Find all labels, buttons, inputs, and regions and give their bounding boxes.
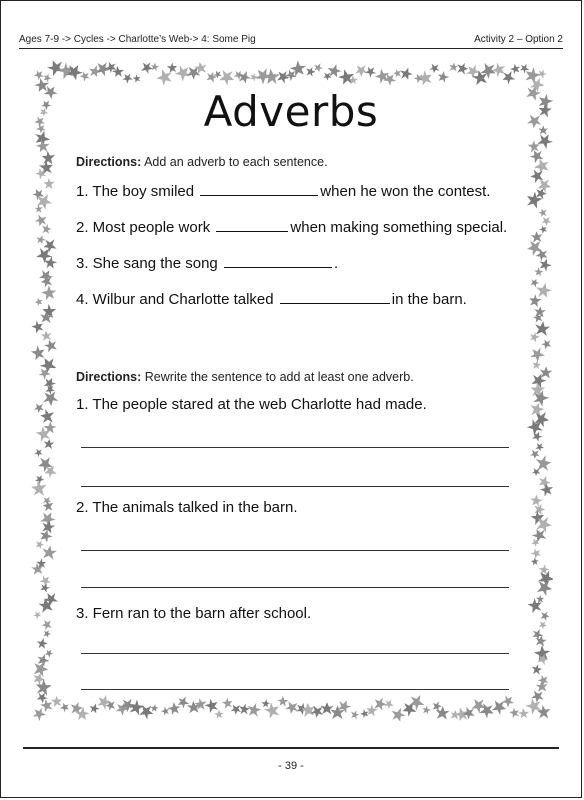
answer-blank[interactable] <box>216 217 288 232</box>
leaf-ornament <box>121 71 134 84</box>
leaf-ornament <box>166 61 179 74</box>
answer-blank[interactable] <box>280 289 390 304</box>
leaf-ornament <box>40 330 52 341</box>
leaf-ornament <box>531 430 544 443</box>
leaf-ornament <box>239 703 251 716</box>
leaf-ornament <box>34 403 45 413</box>
leaf-ornament <box>247 702 261 717</box>
leaf-ornament <box>527 345 546 364</box>
leaf-ornament <box>43 338 58 353</box>
leaf-ornament <box>38 354 59 374</box>
leaf-ornament <box>532 360 542 370</box>
leaf-ornament <box>535 442 545 452</box>
leaf-ornament <box>374 697 386 710</box>
writing-line[interactable] <box>81 689 509 690</box>
leaf-ornament <box>160 706 171 717</box>
leaf-ornament <box>285 701 300 715</box>
leaf-ornament <box>277 70 291 84</box>
leaf-ornament <box>536 68 547 79</box>
leaf-ornament <box>538 208 546 217</box>
leaf-ornament <box>42 224 52 235</box>
leaf-ornament <box>393 69 401 78</box>
fill-sentence <box>76 217 507 236</box>
leaf-ornament <box>306 67 315 77</box>
leaf-ornament <box>132 73 142 84</box>
leaf-ornament <box>323 72 332 80</box>
leaf-ornament <box>218 68 237 87</box>
leaf-ornament <box>34 214 48 228</box>
leaf-ornament <box>34 448 44 459</box>
sentence-end: . <box>333 255 339 272</box>
directions-part1 <box>76 155 328 169</box>
breadcrumb: Ages 7-9 -> Cycles -> Charlotte’s Web-> 4: Some Pig <box>19 34 256 45</box>
fill-sentence <box>76 289 467 308</box>
leaf-ornament <box>33 473 45 485</box>
leaf-ornament <box>538 224 549 235</box>
leaf-ornament <box>449 62 459 72</box>
leaf-ornament <box>213 69 223 79</box>
answer-blank[interactable] <box>224 253 332 268</box>
fill-sentence <box>76 253 338 272</box>
leaf-ornament <box>529 277 540 288</box>
leaf-ornament <box>534 504 545 516</box>
leaf-ornament <box>40 284 60 303</box>
page-number: - 39 - <box>278 760 304 772</box>
leaf-ornament <box>538 620 548 630</box>
leaf-ornament <box>59 702 71 714</box>
leaf-ornament <box>155 67 175 88</box>
leaf-ornament <box>399 67 415 82</box>
leaf-ornament <box>540 338 553 350</box>
leaf-ornament <box>534 282 553 301</box>
writing-line[interactable] <box>81 587 509 588</box>
rewrite-sentence: 1. The people stared at the web Charlotte had made. <box>76 396 427 413</box>
leaf-ornament <box>457 63 468 75</box>
leaf-ornament <box>141 61 154 75</box>
leaf-ornament <box>500 693 516 709</box>
leaf-ornament <box>79 69 92 82</box>
leaf-ornament <box>435 70 450 85</box>
leaf-ornament <box>39 408 54 424</box>
leaf-ornament <box>41 619 52 630</box>
directions-text: Rewrite the sentence to add at least one adverb. <box>144 370 414 384</box>
leaf-ornament <box>34 297 44 308</box>
leaf-ornament <box>541 217 551 226</box>
directions-part2 <box>76 370 414 384</box>
leaf-ornament <box>490 61 508 79</box>
leaf-ornament <box>40 150 56 167</box>
directions-label: Directions: <box>76 370 142 384</box>
leaf-ornament <box>34 661 49 677</box>
writing-line[interactable] <box>81 447 509 448</box>
leaf-ornament <box>540 611 550 621</box>
leaf-ornament <box>35 235 47 246</box>
leaf-ornament <box>355 65 367 77</box>
leaf-ornament <box>41 544 58 560</box>
leaf-ornament <box>531 231 543 243</box>
writing-line[interactable] <box>81 486 509 487</box>
leaf-ornament <box>42 177 55 191</box>
leaf-ornament <box>530 546 543 559</box>
directions-text: Add an adverb to each sentence. <box>144 155 328 169</box>
leaf-ornament <box>43 630 51 638</box>
leaf-ornament <box>248 72 259 83</box>
sentence-start: 4. Wilbur and Charlotte talked <box>76 291 274 308</box>
leaf-ornament <box>36 540 44 549</box>
leaf-ornament <box>429 64 440 74</box>
leaf-ornament <box>320 702 333 714</box>
leaf-ornament <box>33 68 46 81</box>
writing-line[interactable] <box>81 653 509 654</box>
leaf-ornament <box>532 664 543 676</box>
writing-line[interactable] <box>81 550 509 551</box>
leaf-ornament <box>35 690 49 704</box>
leaf-ornament <box>532 266 544 278</box>
leaf-ornament <box>32 610 42 620</box>
leaf-ornament <box>43 438 55 449</box>
leaf-ornament <box>534 306 547 318</box>
sentence-start: 1. The boy smiled <box>76 183 195 200</box>
leaf-ornament <box>534 320 551 336</box>
leaf-ornament <box>535 704 551 720</box>
rewrite-sentence: 3. Fern ran to the barn after school. <box>76 605 312 622</box>
sentence-end: in the barn. <box>391 291 467 308</box>
footer-divider <box>23 747 559 749</box>
leaf-ornament <box>516 707 530 721</box>
leaf-ornament <box>34 204 43 214</box>
worksheet-title: Adverbs <box>203 87 379 136</box>
leaf-ornament <box>530 557 541 568</box>
sentence-start: 2. Most people work <box>76 219 211 236</box>
sentence-start: 3. She sang the song <box>76 255 218 272</box>
leaf-ornament <box>149 61 160 72</box>
leaf-ornament <box>35 637 49 651</box>
leaf-ornament <box>530 450 540 460</box>
leaf-ornament <box>230 705 241 715</box>
leaf-ornament <box>213 709 226 722</box>
sentence-end: when he won the contest. <box>320 183 491 200</box>
answer-blank[interactable] <box>200 181 318 196</box>
leaf-ornament <box>44 648 55 658</box>
leaf-ornament <box>221 696 234 710</box>
rewrite-sentence: 2. The animals talked in the barn. <box>76 499 298 516</box>
directions-label: Directions: <box>76 155 142 169</box>
leaf-ornament <box>390 707 407 723</box>
leaf-ornament <box>351 710 359 719</box>
activity-label: Activity 2 – Option 2 <box>474 34 563 45</box>
sentence-end: when making something special. <box>290 219 508 236</box>
header-divider <box>19 48 563 49</box>
leaf-ornament <box>41 72 52 83</box>
leaf-ornament <box>420 705 432 717</box>
fill-sentence <box>76 181 490 200</box>
leaf-ornament <box>50 694 64 708</box>
leaf-ornament <box>433 701 442 711</box>
